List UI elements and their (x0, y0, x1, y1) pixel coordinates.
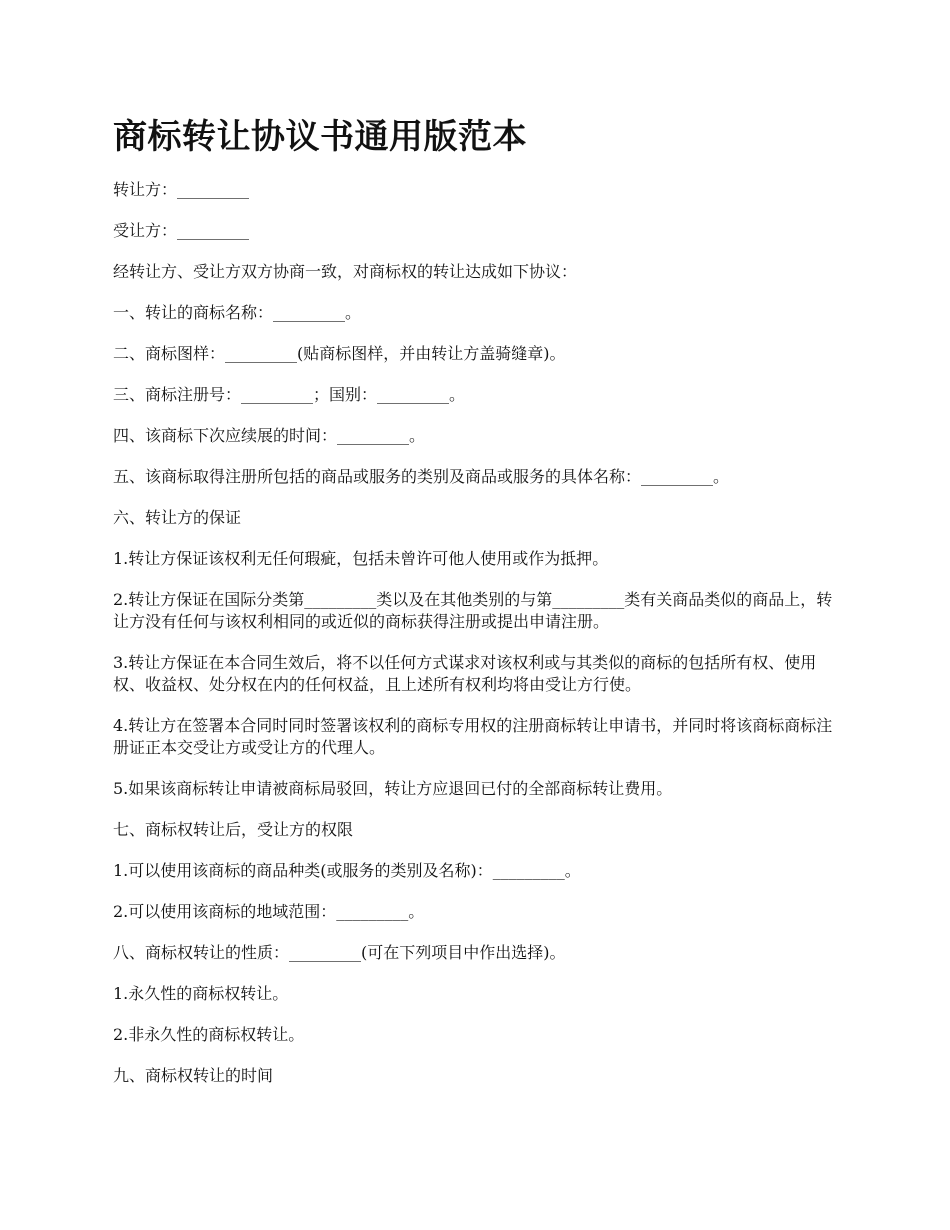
transferor-line: 转让方：_________ (113, 180, 250, 199)
clause-6-item-5: 5.如果该商标转让申请被商标局驳回，转让方应退回已付的全部商标转让费用。 (113, 779, 673, 798)
clause-2-trademark-image: 二、商标图样：_________(贴商标图样，并由转让方盖骑缝章)。 (113, 344, 566, 363)
clause-6-item-1: 1.转让方保证该权利无任何瑕疵，包括未曾许可他人使用或作为抵押。 (113, 549, 609, 568)
clause-8-heading: 八、商标权转让的性质：_________(可在下列项目中作出选择)。 (113, 943, 566, 962)
document-title: 商标转让协议书通用版范本 (113, 117, 527, 157)
clause-6-item-4: 4.转让方在签署本合同时同时签署该权利的商标专用权的注册商标转让申请书，并同时将该商标商标注册证正本交受让方或受让方的代理人。 (113, 716, 833, 757)
clause-5-goods-services: 五、该商标取得注册所包括的商品或服务的类别及商品或服务的具体名称：_________。 (113, 467, 730, 486)
clause-9-heading: 九、商标权转让的时间 (113, 1066, 274, 1085)
clause-8-item-1: 1.永久性的商标权转让。 (113, 984, 289, 1003)
clause-6-item-2: 2.转让方保证在国际分类第_________类以及在其他类别的与第_________类有关商品类似的商品上，转让方没有任何与该权利相同的或近似的商标获得注册或提出申请注册。 (113, 590, 833, 631)
clause-7-item-2: 2.可以使用该商标的地域范围：_________。 (113, 902, 425, 921)
clause-7-item-1: 1.可以使用该商标的商品种类(或服务的类别及名称)：_________。 (113, 861, 581, 880)
clause-3-registration-number: 三、商标注册号：_________；国别：_________。 (113, 385, 466, 404)
clause-8-item-2: 2.非永久性的商标权转让。 (113, 1025, 305, 1044)
document-page (113, 112, 838, 1106)
preamble: 经转让方、受让方双方协商一致，对商标权的转让达成如下协议： (113, 262, 578, 281)
clause-4-renewal-time: 四、该商标下次应续展的时间：_________。 (113, 426, 426, 445)
clause-6-item-3: 3.转让方保证在本合同生效后，将不以任何方式谋求对该权利或与其类似的商标的包括所有权、使用权、收益权、处分权在内的任何权益，且上述所有权利均将由受让方行使。 (113, 653, 817, 694)
transferee-line: 受让方：_________ (113, 221, 250, 240)
clause-6-heading: 六、转让方的保证 (113, 508, 242, 527)
clause-1-trademark-name: 一、转让的商标名称：_________。 (113, 303, 362, 322)
clause-7-heading: 七、商标权转让后，受让方的权限 (113, 820, 354, 839)
